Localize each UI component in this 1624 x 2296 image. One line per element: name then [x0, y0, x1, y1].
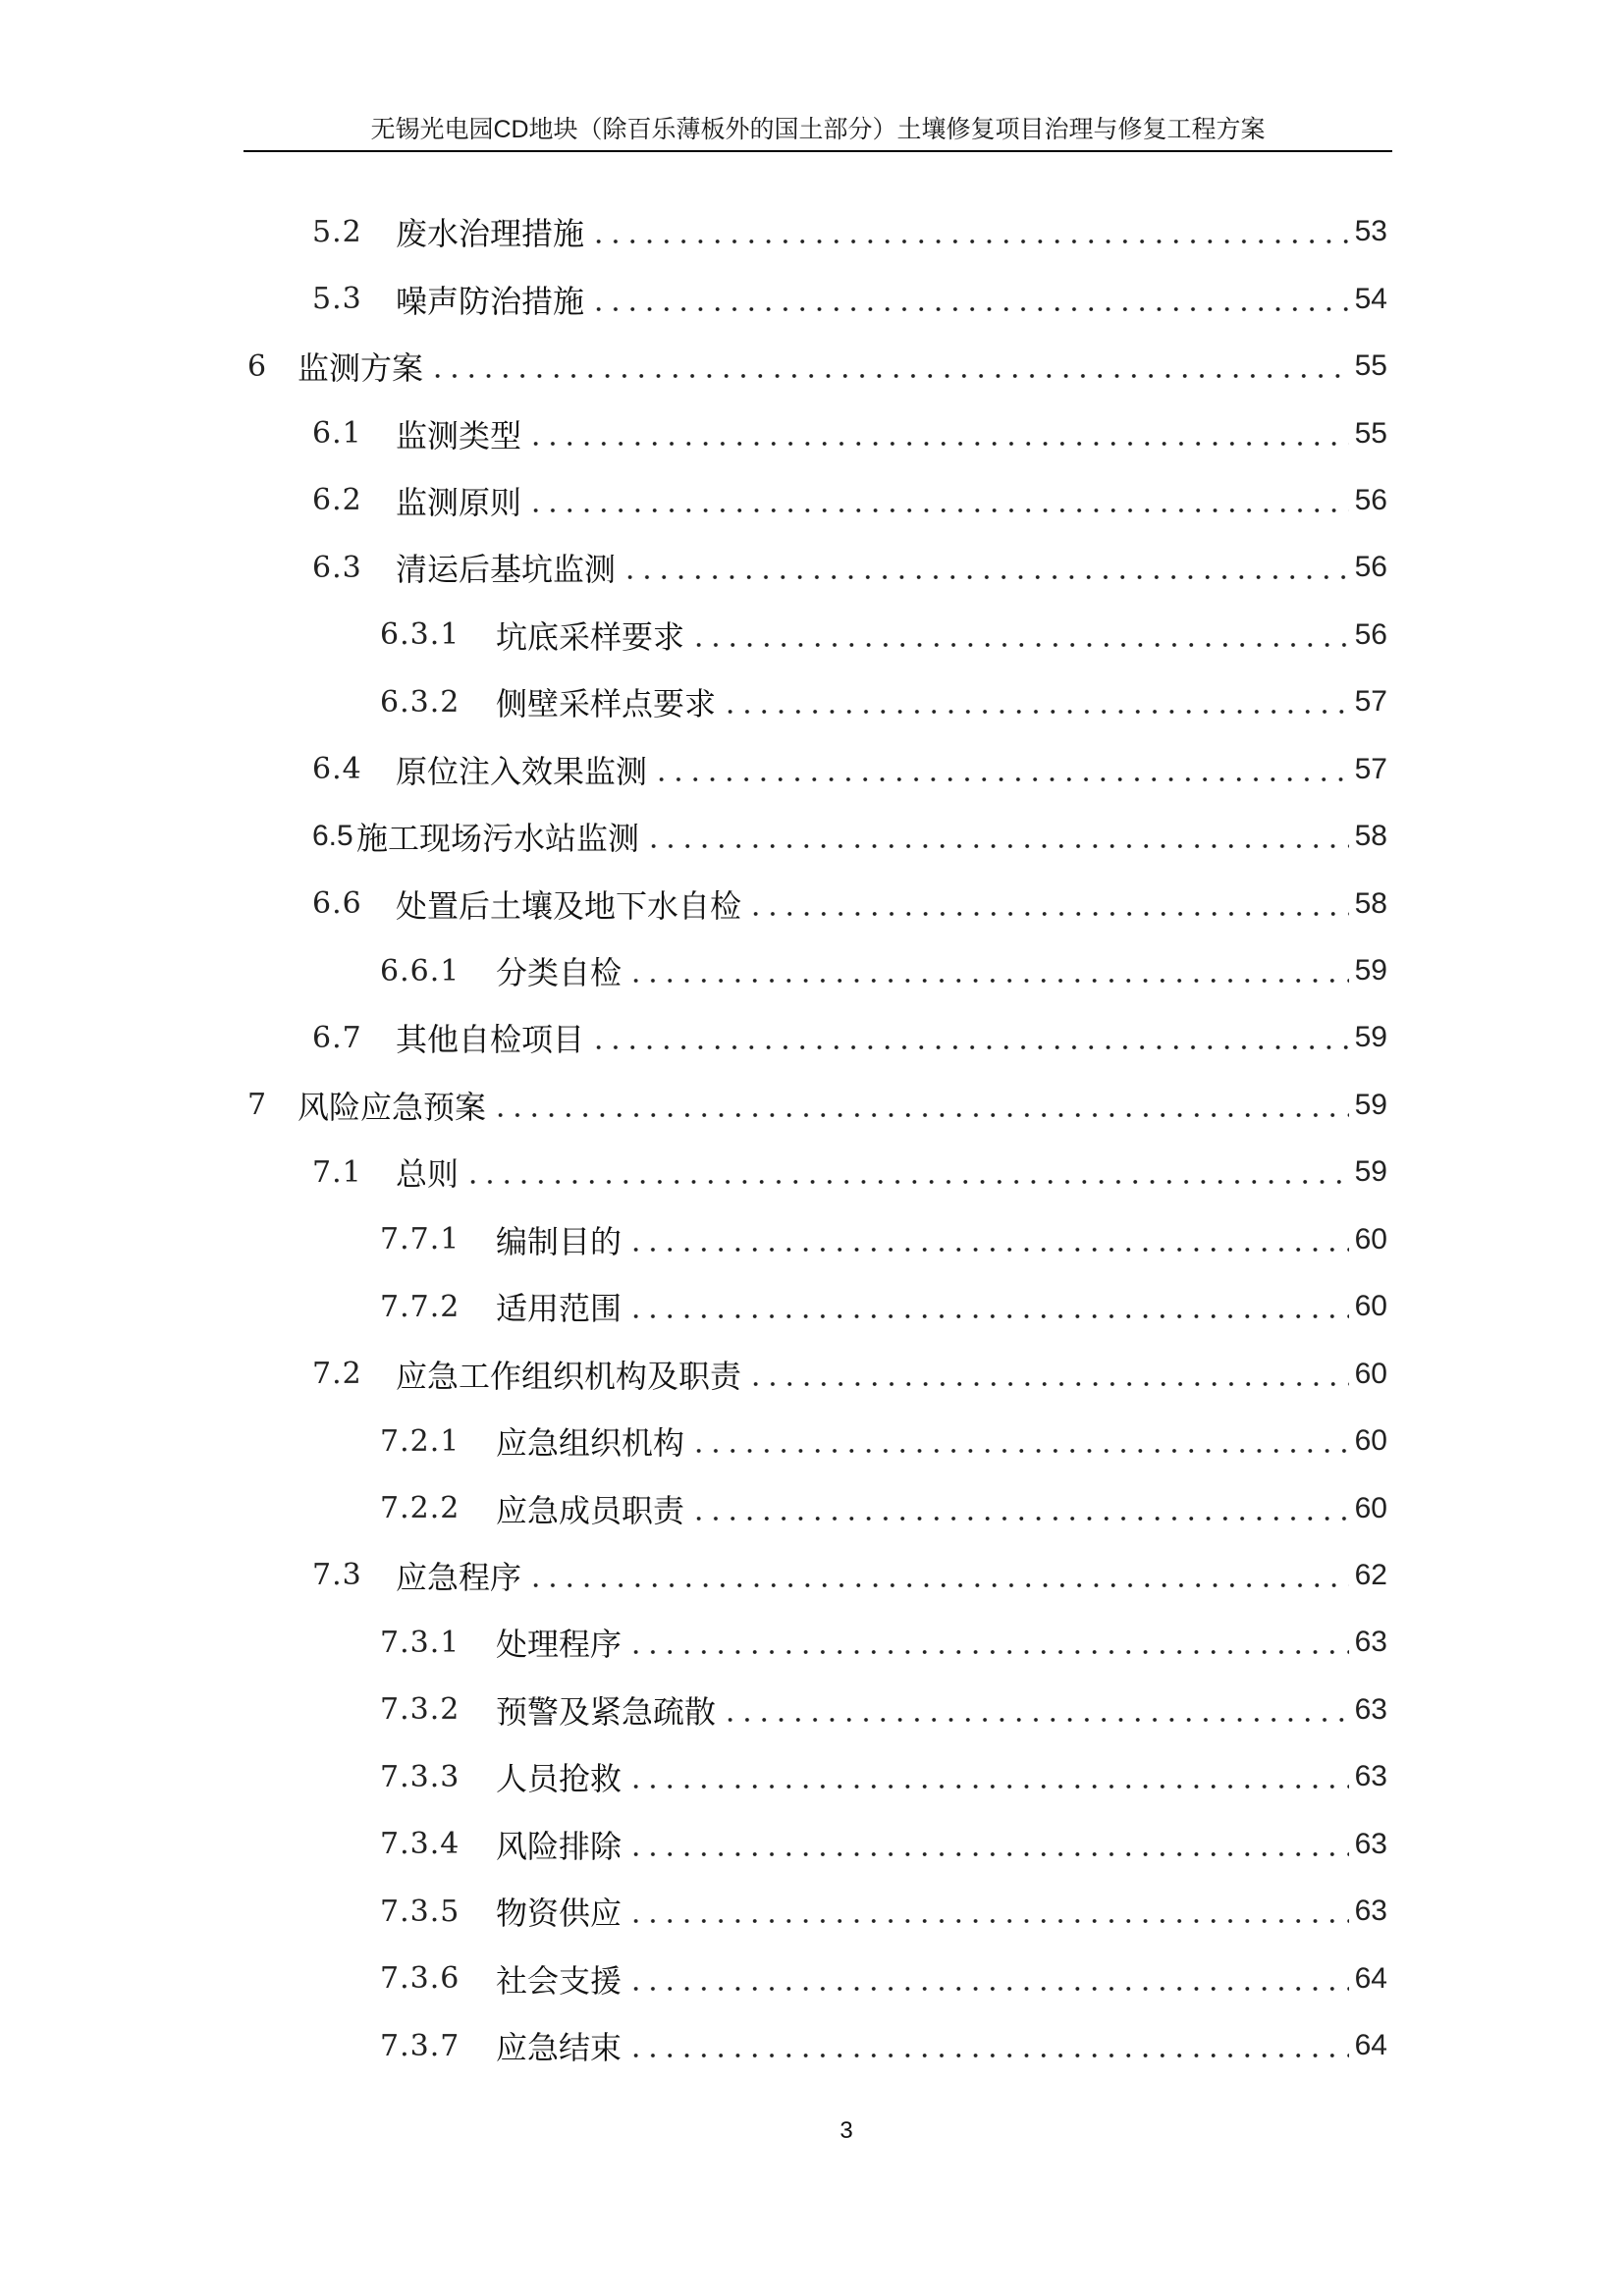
toc-entry-number: 7.3.3	[380, 1759, 460, 1794]
toc-entry-title: 编制目的	[496, 1222, 623, 1260]
toc-entry-title: 坑底采样要求	[496, 617, 685, 656]
toc-entry-title: 分类自检	[496, 954, 623, 992]
toc-entry-number: 6.3.2	[380, 684, 460, 720]
toc-entry	[247, 1743, 1387, 1810]
toc-entry-number: 6.6	[312, 886, 362, 922]
dot-leader	[588, 1022, 1349, 1053]
toc-entry-number: 7	[247, 1088, 268, 1123]
toc-entry-page: 60	[1354, 1357, 1387, 1390]
toc-entry-page: 63	[1354, 1895, 1387, 1928]
toc-entry-page: 56	[1354, 483, 1387, 516]
toc-entry-page: 60	[1354, 1290, 1387, 1323]
toc-entry-title: 适用范围	[496, 1290, 623, 1328]
toc-entry-number: 6.1	[312, 416, 362, 452]
toc-entry-title: 总则	[396, 1155, 460, 1194]
toc-entry-page: 59	[1354, 1021, 1387, 1054]
dot-leader	[525, 1560, 1349, 1591]
toc-entry	[247, 467, 1387, 534]
toc-entry-title: 风险排除	[496, 1827, 623, 1865]
dot-leader	[745, 888, 1349, 920]
toc-entry-number: 6.3	[312, 550, 362, 585]
dot-leader	[688, 619, 1349, 651]
toc-entry-title: 监测原则	[396, 483, 522, 521]
dot-leader	[490, 1090, 1349, 1121]
toc-entry-page: 55	[1354, 349, 1387, 383]
dot-leader	[625, 1627, 1349, 1658]
toc-entry	[247, 1206, 1387, 1273]
header-rule	[244, 150, 1392, 152]
dot-leader	[720, 1694, 1349, 1726]
toc-entry	[247, 803, 1387, 870]
dot-leader	[651, 754, 1349, 785]
toc-entry-page: 63	[1354, 1827, 1387, 1860]
dot-leader	[462, 1156, 1349, 1188]
toc-entry-page: 63	[1354, 1760, 1387, 1793]
toc-entry-title: 应急组织机构	[496, 1424, 685, 1463]
toc-entry-number: 6	[247, 348, 268, 384]
toc-entry-title: 应急成员职责	[496, 1491, 685, 1529]
toc-entry-number: 7.7.2	[380, 1289, 460, 1324]
toc-entry	[247, 198, 1387, 265]
toc-entry-number: 6.7	[312, 1020, 362, 1055]
running-header-title: 无锡光电园CD地块（除百乐薄板外的国土部分）土壤修复项目治理与修复工程方案	[370, 116, 1266, 143]
toc-entry-number: 6.2	[312, 483, 362, 518]
toc-entry-number: 7.7.1	[380, 1222, 460, 1257]
toc-entry-number: 5.2	[312, 214, 362, 249]
toc-entry	[247, 1139, 1387, 1205]
toc-entry-title: 处理程序	[496, 1626, 623, 1664]
toc-entry-title: 清运后基坑监测	[396, 551, 617, 589]
toc-entry	[247, 1811, 1387, 1878]
toc-entry	[247, 602, 1387, 668]
dot-leader	[620, 552, 1349, 583]
toc-entry-page: 60	[1354, 1222, 1387, 1255]
toc-entry-title: 预警及紧急疏散	[496, 1692, 717, 1731]
toc-entry-number: 7.3.6	[380, 1961, 460, 1997]
toc-entry-page: 59	[1354, 1155, 1387, 1189]
toc-entry-title: 应急工作组织机构及职责	[396, 1357, 742, 1395]
toc-entry-page: 58	[1354, 820, 1387, 853]
toc-entry-number: 6.4	[312, 752, 362, 787]
toc-entry-number: 7.2.1	[380, 1423, 460, 1459]
toc-entry-number: 7.2.2	[380, 1491, 460, 1526]
toc-entry	[247, 1004, 1387, 1071]
toc-entry	[247, 1677, 1387, 1743]
toc-entry	[247, 1273, 1387, 1340]
toc-entry-number: 5.3	[312, 282, 362, 317]
toc-entry-page: 64	[1354, 2029, 1387, 2062]
toc-entry-title: 应急程序	[396, 1558, 522, 1596]
toc-entry-page: 59	[1354, 954, 1387, 988]
toc-entry-title: 废水治理措施	[396, 215, 585, 253]
dot-leader	[625, 1896, 1349, 1927]
dot-leader	[688, 1493, 1349, 1524]
toc-entry-number: 7.3.5	[380, 1894, 460, 1929]
dot-leader	[625, 2030, 1349, 2061]
toc-entry-page: 60	[1354, 1424, 1387, 1458]
toc-entry	[247, 1408, 1387, 1474]
toc-entry-page: 57	[1354, 685, 1387, 719]
toc-entry	[247, 1878, 1387, 1945]
toc-entry	[247, 400, 1387, 466]
dot-leader	[625, 1761, 1349, 1792]
dot-leader	[625, 955, 1349, 987]
toc-entry	[247, 1072, 1387, 1139]
dot-leader	[688, 1425, 1349, 1457]
toc-entry	[247, 2012, 1387, 2079]
toc-entry-number: 7.1	[312, 1154, 362, 1190]
page-number: 3	[839, 2117, 853, 2144]
toc-entry	[247, 265, 1387, 332]
toc-entry-title: 物资供应	[496, 1895, 623, 1933]
dot-leader	[588, 284, 1349, 315]
toc-entry-title: 应急结束	[496, 2029, 623, 2067]
toc-entry-number: 6.3.1	[380, 617, 460, 653]
dot-leader	[625, 1224, 1349, 1255]
toc-entry-title: 社会支援	[496, 1961, 623, 2000]
toc-entry-page: 63	[1354, 1692, 1387, 1726]
toc-entry-title: 其他自检项目	[396, 1021, 585, 1059]
toc-entry	[247, 534, 1387, 601]
toc-entry-page: 59	[1354, 1088, 1387, 1121]
toc-entry-page: 63	[1354, 1626, 1387, 1659]
toc-entry	[247, 736, 1387, 803]
toc-entry-title: 风险应急预案	[298, 1088, 487, 1126]
dot-leader	[625, 1829, 1349, 1860]
toc-entry	[247, 333, 1387, 400]
toc-entry-title: 施工现场污水站监测	[356, 820, 640, 858]
toc-entry-number: 7.3.2	[380, 1692, 460, 1728]
toc-entry-number: 7.3.4	[380, 1827, 460, 1862]
toc-entry-number: 7.2	[312, 1357, 362, 1392]
toc-entry	[247, 668, 1387, 735]
toc-entry	[247, 1340, 1387, 1407]
toc-entry-title: 侧壁采样点要求	[496, 685, 717, 723]
dot-leader	[427, 350, 1349, 382]
toc-entry-page: 57	[1354, 752, 1387, 785]
toc-entry-page: 64	[1354, 1961, 1387, 1995]
toc-entry-title: 监测类型	[396, 416, 522, 454]
toc-entry-number: 7.3.7	[380, 2028, 460, 2063]
toc-entry	[247, 1609, 1387, 1676]
toc-entry-page: 54	[1354, 282, 1387, 315]
toc-entry	[247, 1945, 1387, 2011]
toc-entry-title: 噪声防治措施	[396, 282, 585, 320]
toc-entry-page: 55	[1354, 416, 1387, 450]
toc-entry-page: 58	[1354, 886, 1387, 920]
toc-entry-page: 62	[1354, 1558, 1387, 1591]
toc-entry-number: 6.6.1	[380, 953, 460, 988]
dot-leader	[588, 216, 1349, 247]
toc-entry-page: 60	[1354, 1491, 1387, 1524]
dot-leader	[643, 821, 1349, 852]
toc-entry-page: 56	[1354, 617, 1387, 651]
toc-entry	[247, 870, 1387, 936]
toc-entry	[247, 1542, 1387, 1609]
toc-entry-title: 原位注入效果监测	[396, 752, 648, 790]
dot-leader	[745, 1359, 1349, 1390]
table-of-contents	[247, 198, 1387, 2079]
dot-leader	[525, 418, 1349, 450]
dot-leader	[625, 1291, 1349, 1322]
dot-leader	[720, 686, 1349, 718]
toc-entry-page: 53	[1354, 215, 1387, 248]
dot-leader	[625, 1963, 1349, 1995]
toc-entry-title: 人员抢救	[496, 1760, 623, 1798]
toc-entry-title: 处置后土壤及地下水自检	[396, 886, 742, 925]
toc-entry-number: 6.5	[312, 820, 353, 853]
toc-entry-page: 56	[1354, 551, 1387, 584]
dot-leader	[525, 485, 1349, 516]
toc-entry-number: 7.3	[312, 1558, 362, 1593]
toc-entry-number: 7.3.1	[380, 1625, 460, 1660]
toc-entry	[247, 1474, 1387, 1541]
toc-entry	[247, 937, 1387, 1004]
toc-entry-title: 监测方案	[298, 349, 424, 388]
